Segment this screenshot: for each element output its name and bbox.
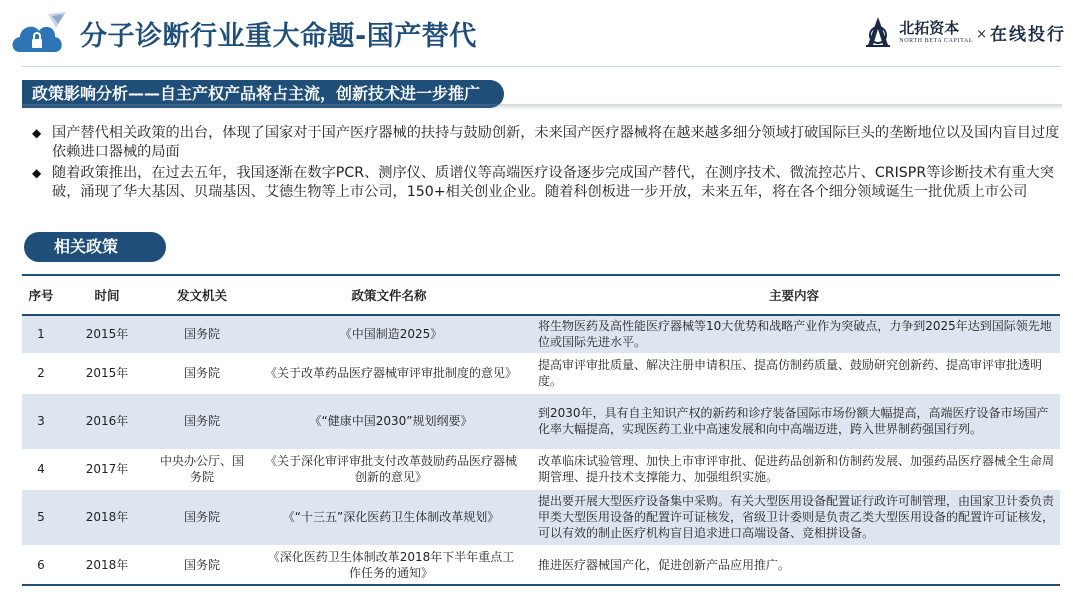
cell-time: 2015年 — [60, 315, 154, 353]
table-row — [22, 393, 1060, 449]
cell-no: 1 — [22, 315, 60, 353]
cell-doc: 《关于改革药品医疗器械审评审批制度的意见》 — [250, 353, 528, 393]
cell-doc: 《“健康中国2030”规划纲要》 — [250, 393, 528, 449]
column-header-org: 发文机关 — [154, 275, 250, 315]
cell-content: 推进医疗器械国产化，促进创新产品应用推广。 — [528, 545, 1060, 585]
cell-content: 将生物医药及高性能医疗器械等10大优势和战略产业作为突破点，力争到2025年达到国际领先地位或国际先进水平。 — [528, 315, 1060, 353]
policy-table-container — [22, 274, 1060, 586]
bullet-item — [32, 164, 1062, 202]
table-row — [22, 545, 1060, 585]
cell-doc: 《“十三五”深化医药卫生体制改革规划》 — [250, 489, 528, 545]
brand-separator: × — [976, 26, 987, 42]
cell-doc: 《深化医药卫生体制改革2018年下半年重点工作任务的通知》 — [250, 545, 528, 585]
cell-no: 2 — [22, 353, 60, 393]
cell-content: 到2030年，具有自主知识产权的新药和诊疗装备国际市场份额大幅提高，高端医疗设备市场国产化率大幅提高，实现医药工业中高速发展和向中高端迈进，跨入世界制药强国行列。 — [528, 393, 1060, 449]
cell-time: 2016年 — [60, 393, 154, 449]
table-header-row — [22, 275, 1060, 315]
cell-no: 5 — [22, 489, 60, 545]
table-row — [22, 353, 1060, 393]
cell-content: 提出要开展大型医疗设备集中采购。有关大型医用设备配置证行政许可制管理，由国家卫计委负责甲类大型医用设备的配置许可证核发，省级卫计委则是负责乙类大型医用设备的配置许可证核发，可以有效的制止医疗机构盲目追求进口高端设备、竞相拼设备。 — [528, 489, 1060, 545]
column-header-doc: 政策文件名称 — [250, 275, 528, 315]
cell-org: 国务院 — [154, 315, 250, 353]
bullet-item — [32, 124, 1062, 162]
column-header-content: 主要内容 — [528, 275, 1060, 315]
table-row — [22, 315, 1060, 353]
table-row — [22, 489, 1060, 545]
cloud-lock-icon — [8, 10, 70, 58]
cell-no: 6 — [22, 545, 60, 585]
header — [0, 0, 1080, 66]
cell-org: 国务院 — [154, 393, 250, 449]
cell-no: 3 — [22, 393, 60, 449]
cell-time: 2018年 — [60, 545, 154, 585]
brand-name-cn: 北拓资本 — [899, 19, 960, 37]
cell-doc: 《中国制造2025》 — [250, 315, 528, 353]
bullet-list — [32, 124, 1062, 204]
cell-doc: 《关于深化审评审批支付改革鼓励药品医疗器械创新的意见》 — [250, 449, 528, 489]
section-banner: 政策影响分析——自主产权产品将占主流，创新技术进一步推广 — [22, 80, 504, 108]
cell-content: 改革临床试验管理、加快上市审评审批、促进药品创新和仿制药发展、加强药品医疗器械全生命周期管理、提升技术支撑能力、加强组织实施。 — [528, 449, 1060, 489]
cell-content: 提高审评审批质量、解决注册申请积压、提高仿制药质量、鼓励研究创新药、提高审评审批透明度。 — [528, 353, 1060, 393]
page-title: 分子诊断行业重大命题-国产替代 — [80, 21, 477, 52]
bullet-text: 国产替代相关政策的出台，体现了国家对于国产医疗器械的扶持与鼓励创新，未来国产医疗器械将在越来越多细分领域打破国际巨头的垄断地位以及国内盲目过度依赖进口器械的局面 — [52, 125, 1060, 160]
cell-org: 国务院 — [154, 353, 250, 393]
table-row — [22, 449, 1060, 489]
diamond-bullet-icon: ◆ — [32, 126, 42, 140]
brand-name-en: NORTH BETA CAPITAL — [899, 38, 974, 44]
cell-no: 4 — [22, 449, 60, 489]
column-header-no: 序号 — [22, 275, 60, 315]
cell-time: 2018年 — [60, 489, 154, 545]
cell-org: 中央办公厅、国务院 — [154, 449, 250, 489]
brand-logo — [863, 14, 1066, 50]
north-beta-emblem-icon — [863, 15, 893, 49]
cell-org: 国务院 — [154, 489, 250, 545]
bullet-text: 随着政策推出，在过去五年，我国逐渐在数字PCR、测序仪、质谱仪等高端医疗设备逐步完成国产替代，在测序技术、微流控芯片、CRISPR等诊断技术有重大突破，涌现了华大基因、贝瑞基因、艾德生物等上市公司，150+相关创业企业。随着科创板进一步开放，未来五年，将在各个细分领域诞生一批优质上市公司 — [52, 165, 1054, 200]
policy-section-label: 相关政策 — [24, 232, 166, 262]
header-divider — [22, 66, 1062, 67]
column-header-time: 时间 — [60, 275, 154, 315]
partner-name: 在线投行 — [990, 24, 1066, 45]
banner-underline — [22, 104, 1062, 110]
cell-time: 2015年 — [60, 353, 154, 393]
policy-table — [22, 274, 1060, 586]
cell-time: 2017年 — [60, 449, 154, 489]
cell-org: 国务院 — [154, 545, 250, 585]
diamond-bullet-icon: ◆ — [32, 166, 42, 180]
